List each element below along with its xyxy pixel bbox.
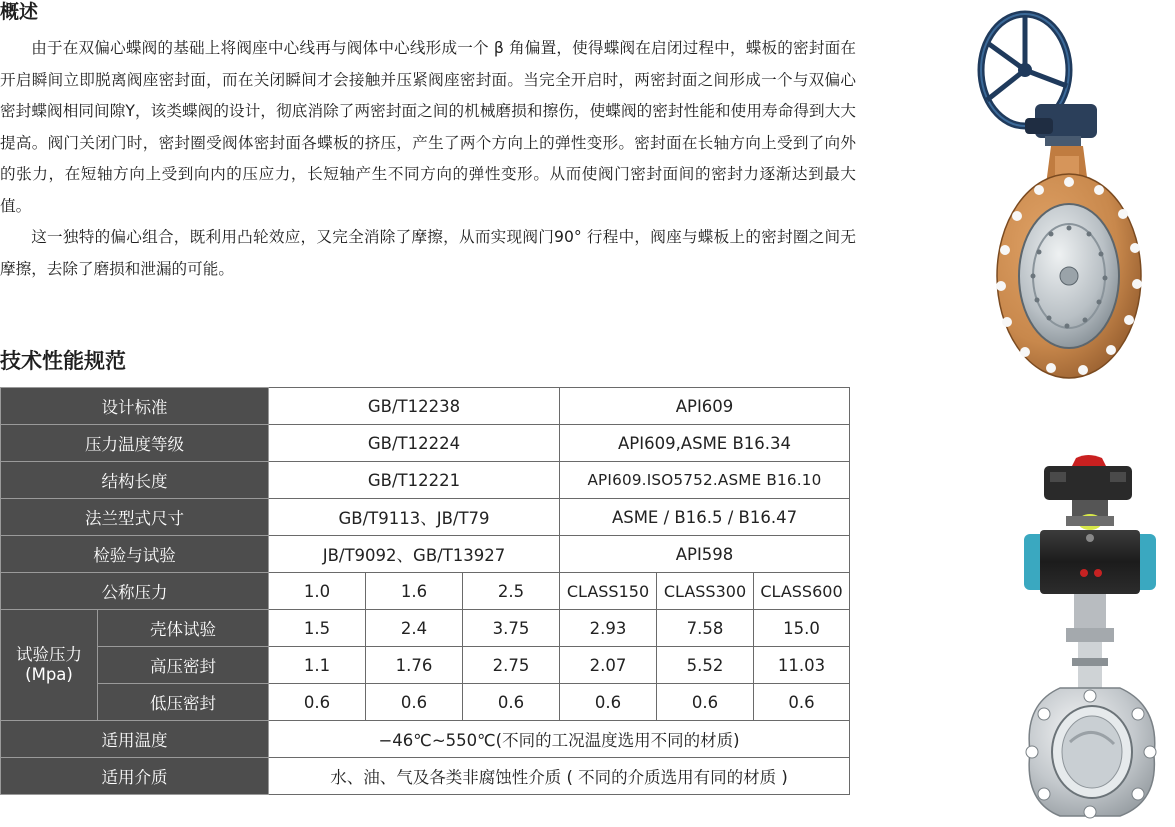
table-row — [1, 499, 850, 536]
shell-test-value: 1.5 — [269, 610, 366, 647]
row-label-high-pressure-seal: 高压密封 — [98, 647, 269, 684]
shell-test-value: 3.75 — [463, 610, 560, 647]
high-seal-value: 1.1 — [269, 647, 366, 684]
test-pressure-unit: (Mpa) — [25, 665, 73, 684]
row-label-temperature: 适用温度 — [1, 721, 269, 758]
low-seal-value: 0.6 — [269, 684, 366, 721]
medium-value: 水、油、气及各类非腐蚀性介质 ( 不同的介质选用有同的材质 ) — [269, 758, 850, 795]
table-row — [1, 684, 850, 721]
low-seal-value: 0.6 — [657, 684, 754, 721]
inspection-gb: JB/T9092、GB/T13927 — [269, 536, 560, 573]
table-row — [1, 388, 850, 425]
temperature-value: −46℃~550℃(不同的工况温度选用不同的材质) — [269, 721, 850, 758]
low-seal-value: 0.6 — [754, 684, 850, 721]
pneumatic-butterfly-valve-image — [1010, 452, 1175, 825]
nominal-value: 1.0 — [269, 573, 366, 610]
pressure-temperature-gb: GB/T12224 — [269, 425, 560, 462]
row-label-nominal-pressure: 公称压力 — [1, 573, 269, 610]
low-seal-value: 0.6 — [560, 684, 657, 721]
row-label-shell-test: 壳体试验 — [98, 610, 269, 647]
shell-test-value: 2.93 — [560, 610, 657, 647]
flange-api: ASME / B16.5 / B16.47 — [560, 499, 850, 536]
test-pressure-label: 试验压力 — [16, 645, 82, 664]
low-seal-value: 0.6 — [366, 684, 463, 721]
high-seal-value: 11.03 — [754, 647, 850, 684]
row-label-face-to-face: 结构长度 — [1, 462, 269, 499]
row-label-pressure-temperature: 压力温度等级 — [1, 425, 269, 462]
nominal-value: 2.5 — [463, 573, 560, 610]
nominal-value: CLASS150 — [560, 573, 657, 610]
high-seal-value: 2.07 — [560, 647, 657, 684]
high-seal-value: 5.52 — [657, 647, 754, 684]
face-to-face-api: API609.ISO5752.ASME B16.10 — [560, 462, 850, 499]
nominal-value: CLASS600 — [754, 573, 850, 610]
table-row — [1, 610, 850, 647]
design-standard-gb: GB/T12238 — [269, 388, 560, 425]
row-label-inspection: 检验与试验 — [1, 536, 269, 573]
table-row — [1, 573, 850, 610]
spec-table — [0, 387, 850, 795]
high-seal-value: 1.76 — [366, 647, 463, 684]
overview-paragraph-1: 由于在双偏心蝶阀的基础上将阀座中心线再与阀体中心线形成一个 β 角偏置，使得蝶阀在启闭过程中，蝶板的密封面在开启瞬间立即脱离阀座密封面，而在关闭瞬间才会接触并压紧阀座密封面。当完全开启时，两密封面之间形成一个与双偏心密封蝶阀相同间隙Y，该类蝶阀的设计，彻底消除了两密封面之间的机械磨损和擦伤，使蝶阀的密封性能和使用寿命得到大大提高。阀门关闭门时，密封圈受阀体密封面各蝶板的挤压，产生了两个方向上的弹性变形。密封面在长轴方向上受到了向外的张力，在短轴方向上受到向内的压应力，长短轴产生不同方向的弹性变形。从而使阀门密封面间的密封力逐渐达到最大值。 — [0, 39, 856, 215]
table-row — [1, 721, 850, 758]
shell-test-value: 2.4 — [366, 610, 463, 647]
row-label-design-standard: 设计标准 — [1, 388, 269, 425]
inspection-api: API598 — [560, 536, 850, 573]
table-row — [1, 462, 850, 499]
row-label-medium: 适用介质 — [1, 758, 269, 795]
row-label-test-pressure — [1, 610, 98, 721]
shell-test-value: 15.0 — [754, 610, 850, 647]
nominal-value: 1.6 — [366, 573, 463, 610]
spec-title: 技术性能规范 — [0, 349, 126, 373]
row-label-low-pressure-seal: 低压密封 — [98, 684, 269, 721]
nominal-value: CLASS300 — [657, 573, 754, 610]
table-row — [1, 758, 850, 795]
low-seal-value: 0.6 — [463, 684, 560, 721]
handwheel-butterfly-valve-image — [965, 8, 1175, 384]
high-seal-value: 2.75 — [463, 647, 560, 684]
pressure-temperature-api: API609,ASME B16.34 — [560, 425, 850, 462]
table-row — [1, 425, 850, 462]
face-to-face-gb: GB/T12221 — [269, 462, 560, 499]
shell-test-value: 7.58 — [657, 610, 754, 647]
flange-gb: GB/T9113、JB/T79 — [269, 499, 560, 536]
table-row — [1, 647, 850, 684]
design-standard-api: API609 — [560, 388, 850, 425]
overview-paragraph-2: 这一独特的偏心组合，既利用凸轮效应，又完全消除了摩擦，从而实现阀门90° 行程中，阀座与蝶板上的密封圈之间无摩擦，去除了磨损和泄漏的可能。 — [0, 228, 856, 278]
overview-text — [0, 33, 856, 285]
table-row — [1, 536, 850, 573]
row-label-flange: 法兰型式尺寸 — [1, 499, 269, 536]
overview-title: 概述 — [0, 1, 39, 23]
